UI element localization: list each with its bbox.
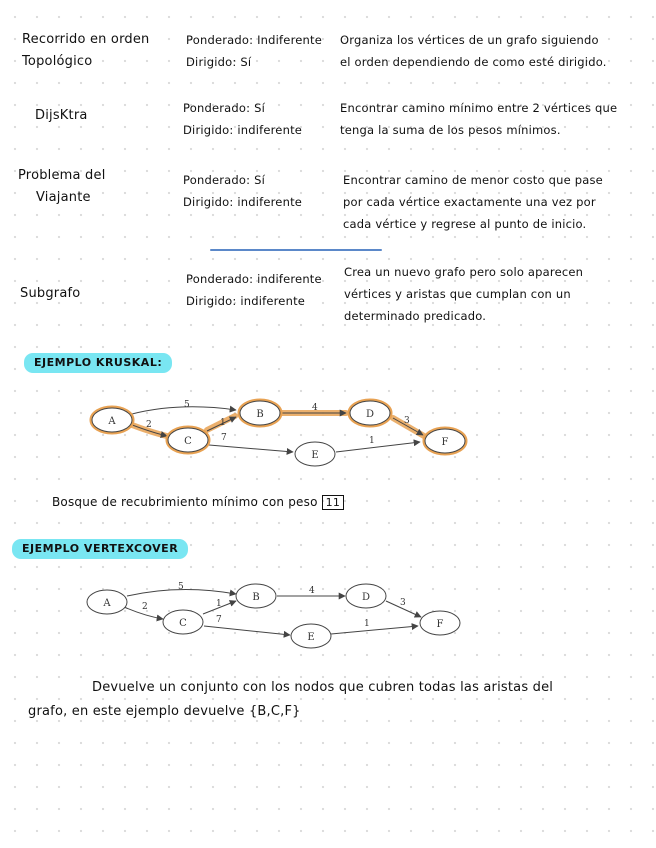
dirigido-label: Dirigido: indiferente (186, 294, 306, 308)
edge-weight-a-b: 5 (178, 582, 184, 592)
row-properties (183, 97, 302, 141)
kruskal-graph (0, 390, 656, 470)
row-description (343, 169, 603, 235)
row-name-line: Viajante (36, 190, 91, 205)
node-label-c: C (184, 436, 192, 447)
row-description (344, 261, 583, 327)
edge-weight-a-b: 5 (184, 400, 190, 410)
row-name-line: Problema del (18, 168, 106, 183)
vertexcover-text-line: grafo, en este ejemplo devuelve {B,C,F} (28, 704, 301, 719)
row-name (35, 105, 88, 127)
edge-e-f (336, 442, 420, 452)
node-label-c: C (179, 618, 187, 629)
dirigido-label: Dirigido: indiferente (183, 123, 303, 137)
node-label-a: A (103, 598, 111, 609)
row-description (340, 29, 607, 73)
dirigido-label: Dirigido: indiferente (183, 195, 303, 209)
vertexcover-graph (0, 574, 656, 654)
node-label-d: D (361, 592, 371, 603)
description-line: Encontrar camino mínimo entre 2 vértices que (340, 101, 618, 115)
description-line: tenga la suma de los pesos mínimos. (340, 123, 561, 137)
description-line: Crea un nuevo grafo pero solo aparecen (344, 265, 584, 279)
section-divider (210, 249, 382, 251)
description-line: por cada vértice exactamente una vez por (343, 195, 596, 209)
node-label-d: D (365, 409, 375, 420)
edge-c-e (204, 626, 290, 635)
description-line: determinado predicado. (344, 309, 487, 323)
node-label-b: B (256, 409, 264, 420)
row-name-line: Topológico (22, 54, 93, 69)
node-label-b: B (252, 592, 260, 603)
ponderado-label: Ponderado: Indiferente (186, 33, 322, 47)
row-name-line: DijsKtra (35, 108, 88, 123)
vertexcover-text (28, 676, 553, 724)
description-line: vértices y aristas que cumplan con un (344, 287, 571, 301)
vertexcover-text-line: Devuelve un conjunto con los nodos que cubren todas las aristas del (92, 680, 554, 695)
mst-weight-box: 11 (322, 495, 344, 510)
node-label-e: E (307, 632, 315, 643)
kruskal-caption (52, 492, 344, 513)
row-name-line: Recorrido en orden (22, 32, 150, 47)
dirigido-label: Dirigido: Sí (186, 55, 252, 69)
edge-weight-d-f: 3 (400, 598, 406, 608)
kruskal-caption-text: Bosque de recubrimiento mínimo con peso (52, 495, 318, 509)
edge-weight-b-d: 4 (309, 586, 315, 596)
description-line: cada vértice y regrese al punto de inicio. (343, 217, 587, 231)
edge-weight-c-e: 7 (216, 615, 222, 625)
row-properties (183, 169, 302, 213)
edge-weight-d-f: 3 (404, 416, 410, 426)
node-label-a: A (108, 416, 116, 427)
ponderado-label: Ponderado: Sí (183, 173, 265, 187)
description-line: el orden dependiendo de como esté dirigido. (340, 55, 607, 69)
ponderado-label: Ponderado: Sí (183, 101, 265, 115)
node-label-e: E (311, 450, 319, 461)
edge-weight-e-f: 1 (369, 436, 375, 446)
row-name (18, 165, 106, 209)
kruskal-heading: EJEMPLO KRUSKAL: (24, 353, 172, 373)
edge-c-e (209, 445, 293, 452)
edge-weight-e-f: 1 (364, 619, 370, 629)
edge-weight-c-b: 1 (220, 418, 226, 428)
edge-weight-c-e: 7 (221, 433, 227, 443)
description-line: Organiza los vértices de un grafo siguiendo (340, 33, 599, 47)
node-label-f: F (436, 619, 444, 630)
edge-e-f (331, 626, 418, 634)
row-properties (186, 29, 322, 73)
row-name (22, 29, 150, 73)
edge-weight-a-c: 2 (142, 602, 148, 612)
description-line: Encontrar camino de menor costo que pase (343, 173, 603, 187)
row-name-line: Subgrafo (20, 286, 81, 301)
edge-weight-b-d: 4 (312, 403, 318, 413)
edge-weight-a-c: 2 (146, 420, 152, 430)
node-label-f: F (441, 437, 449, 448)
row-properties (186, 268, 322, 312)
edge-weight-c-b: 1 (216, 599, 222, 609)
ponderado-label: Ponderado: indiferente (186, 272, 322, 286)
row-name (20, 283, 80, 305)
vertexcover-heading: EJEMPLO VERTEXCOVER (12, 539, 188, 559)
row-description (340, 97, 617, 141)
